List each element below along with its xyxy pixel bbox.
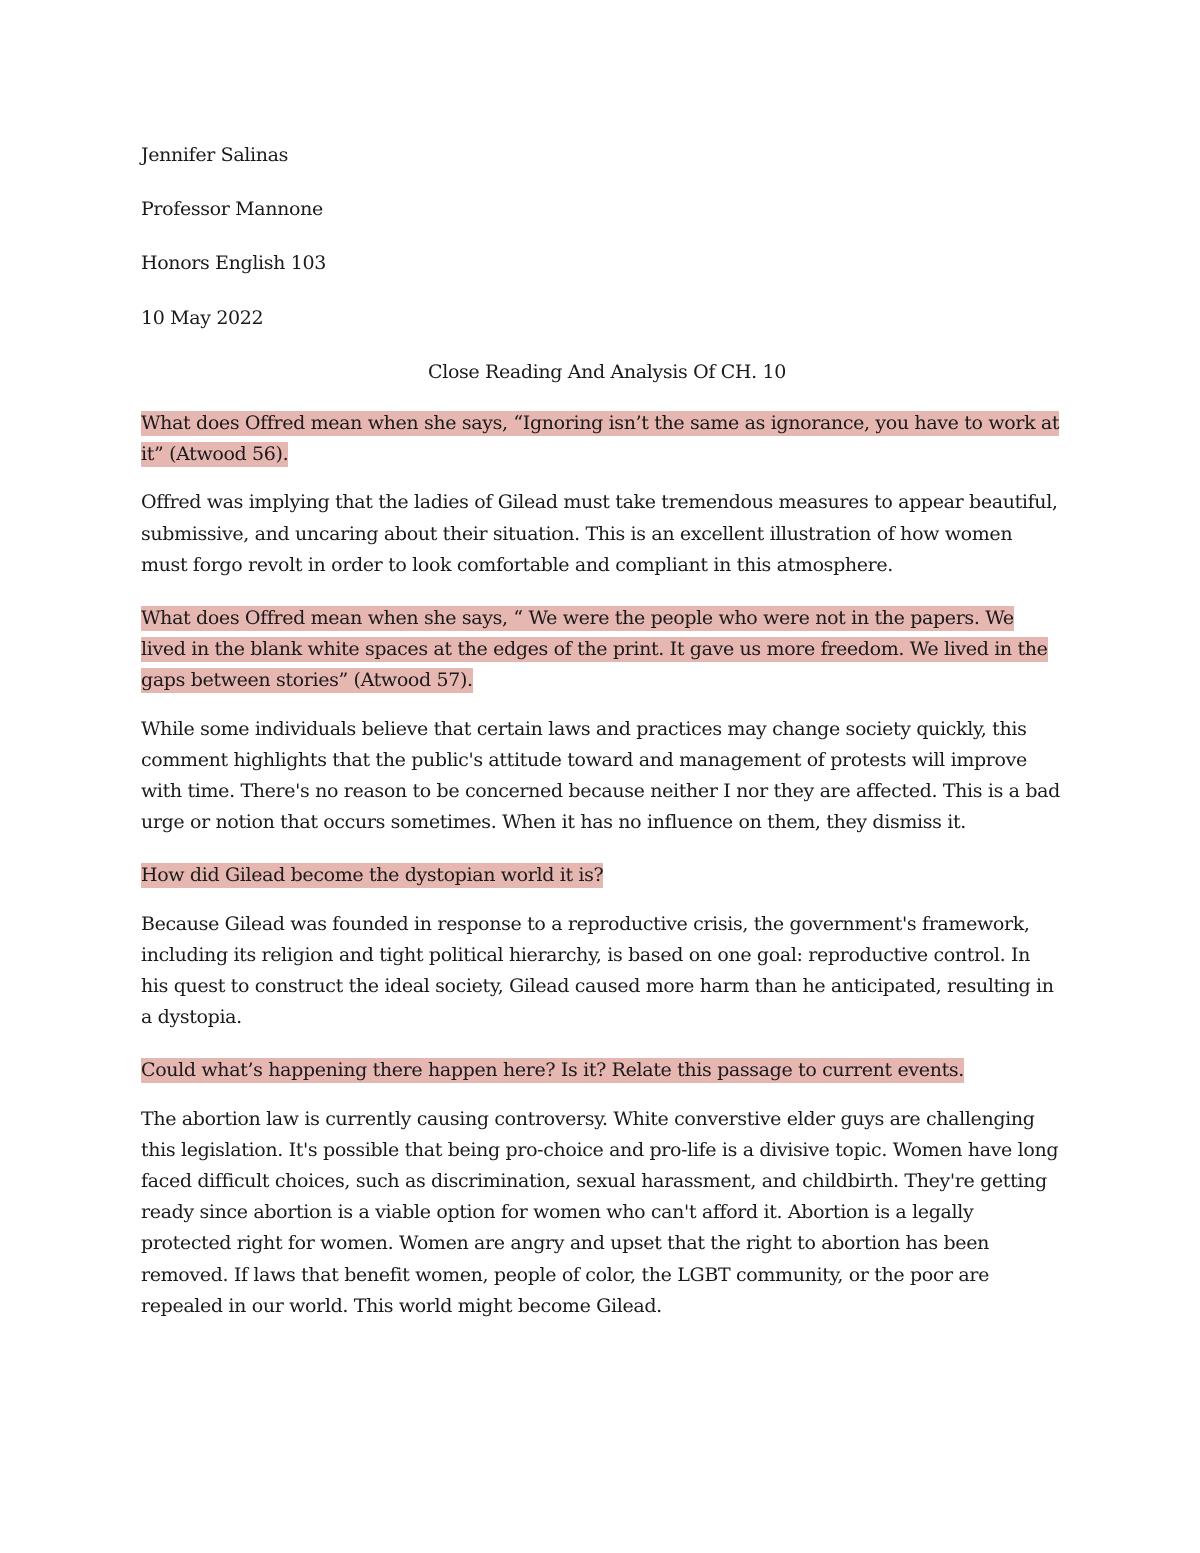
question-4 [141,1055,1061,1086]
answer-3: Because Gilead was founded in response to a reproductive crisis, the government's framework, including its religion and tight political hierarchy, is based on one goal: reproductive control. In his quest to construct the ideal society, Gilead caused more harm than he anticipated, resulting in a dystopia. [141,912,1054,1029]
answer-4: The abortion law is currently causing controversy. White converstive elder guys are challenging this legislation. It's possible that being pro-choice and pro-life is a divisive topic. Women have long faced difficult choices, such as discrimination, sexual harassment, and childbirth. They're getting ready since abortion is a viable option for women who can't afford it. Abortion is a legally protected right for women. Women are angry and upset that the right to abortion has been removed. If laws that benefit women, people of color, the LGBT community, or the poor are repealed in our world. This world might become Gilead. [141,1107,1059,1317]
document-title: Close Reading And Analysis Of CH. 10 [428,360,786,383]
student-name: Jennifer Salinas [141,144,289,166]
professor-name: Professor Mannone [141,198,323,221]
document-date: 10 May 2022 [141,306,264,329]
question-2 [141,603,1061,697]
question-3 [141,860,1061,891]
highlighted-question-text: How did Gilead become the dystopian world it is? [141,864,604,887]
course-name: Honors English 103 [141,252,326,275]
highlighted-question-text: Could what’s happening there happen here? Is it? Relate this passage to current events. [141,1059,964,1082]
question-1 [141,408,1061,470]
document-page [141,140,1061,1344]
highlighted-question-text: What does Offred mean when she says, “ We were the people who were not in the papers. We lived in the blank white spaces at the edges of the print. It gave us more freedom. We lived in the gaps between stories” (Atwood 57). [141,607,1048,692]
answer-1: Offred was implying that the ladies of Gilead must take tremendous measures to appear beautiful, submissive, and uncaring about their situation. This is an excellent illustration of how women must forgo revolt in order to look comfortable and compliant in this atmosphere. [141,491,1058,576]
answer-2: While some individuals believe that certain laws and practices may change society quickly, this comment highlights that the public's attitude toward and management of protests will improve with time. There's no reason to be concerned because neither I nor they are affected. This is a bad urge or notion that occurs sometimes. When it has no influence on them, they dismiss it. [141,717,1060,834]
highlighted-question-text: What does Offred mean when she says, “Ignoring isn’t the same as ignorance, you have to work at it” (Atwood 56). [141,412,1060,466]
